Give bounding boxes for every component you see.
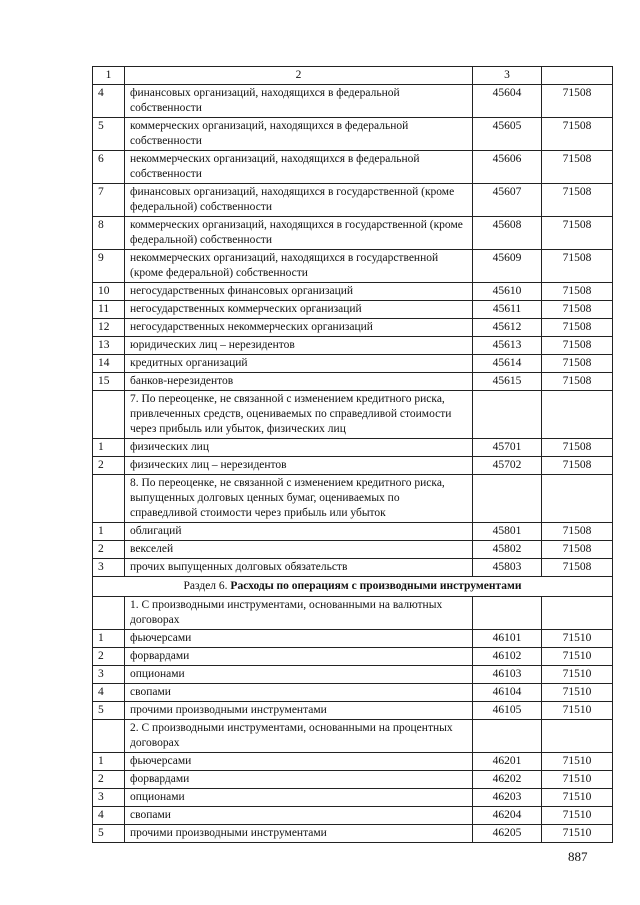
- row-name: свопами: [125, 807, 473, 825]
- section-heading: [93, 577, 613, 597]
- row-account: 71508: [542, 250, 613, 283]
- row-account: 71508: [542, 523, 613, 541]
- row-name: финансовых организаций, находящихся в федеральной собственности: [125, 85, 473, 118]
- row-account: 71508: [542, 301, 613, 319]
- row-number: 8: [93, 217, 125, 250]
- group-title-empty-cell: [542, 391, 613, 439]
- group-title-empty-cell: [93, 597, 125, 630]
- row-code: 46201: [473, 753, 542, 771]
- row-account: 71510: [542, 789, 613, 807]
- row-name: фьючерсами: [125, 630, 473, 648]
- group-title-row: [93, 720, 613, 753]
- group-title-row: [93, 391, 613, 439]
- section-title: Расходы по операциям с производными инструментами: [230, 580, 522, 592]
- table-row: [93, 771, 613, 789]
- header-col3: 3: [473, 67, 542, 85]
- row-account: 71508: [542, 184, 613, 217]
- row-number: 7: [93, 184, 125, 217]
- row-account: 71508: [542, 319, 613, 337]
- row-number: 2: [93, 457, 125, 475]
- row-account: 71508: [542, 283, 613, 301]
- row-code: 45604: [473, 85, 542, 118]
- table-row: [93, 250, 613, 283]
- section-prefix: Раздел 6.: [183, 580, 228, 592]
- section-heading-row: [93, 577, 613, 597]
- table-row: [93, 355, 613, 373]
- row-code: 45610: [473, 283, 542, 301]
- table-row: [93, 151, 613, 184]
- row-account: 71508: [542, 217, 613, 250]
- row-code: 45801: [473, 523, 542, 541]
- table-row: [93, 85, 613, 118]
- row-code: 45702: [473, 457, 542, 475]
- table-row: [93, 301, 613, 319]
- row-code: 45607: [473, 184, 542, 217]
- group-title: 8. По переоценке, не связанной с изменением кредитного риска, выпущенных долговых ценных бумаг, оцениваемых по справедливой стоимости через прибыль или убыток: [125, 475, 473, 523]
- group-title-empty-cell: [473, 720, 542, 753]
- table-row: [93, 457, 613, 475]
- row-account: 71508: [542, 541, 613, 559]
- row-account: 71510: [542, 630, 613, 648]
- group-title-empty-cell: [93, 475, 125, 523]
- row-account: 71508: [542, 373, 613, 391]
- row-number: 6: [93, 151, 125, 184]
- group-title-empty-cell: [473, 391, 542, 439]
- table-row: [93, 184, 613, 217]
- group-title: 2. С производными инструментами, основанными на процентных договорах: [125, 720, 473, 753]
- row-account: 71508: [542, 337, 613, 355]
- table-header-row: [93, 67, 613, 85]
- row-account: 71510: [542, 702, 613, 720]
- row-account: 71508: [542, 118, 613, 151]
- row-name: некоммерческих организаций, находящихся в государственной (кроме федеральной) собственности: [125, 250, 473, 283]
- row-number: 3: [93, 559, 125, 577]
- row-code: 45802: [473, 541, 542, 559]
- row-name: негосударственных коммерческих организаций: [125, 301, 473, 319]
- row-account: 71510: [542, 771, 613, 789]
- table-row: [93, 753, 613, 771]
- row-number: 2: [93, 541, 125, 559]
- row-name: коммерческих организаций, находящихся в государственной (кроме федеральной) собственности: [125, 217, 473, 250]
- table-row: [93, 648, 613, 666]
- row-code: 45611: [473, 301, 542, 319]
- row-code: 45803: [473, 559, 542, 577]
- row-number: 1: [93, 753, 125, 771]
- row-code: 46105: [473, 702, 542, 720]
- table-row: [93, 559, 613, 577]
- row-number: 2: [93, 771, 125, 789]
- row-name: некоммерческих организаций, находящихся в федеральной собственности: [125, 151, 473, 184]
- row-code: 46203: [473, 789, 542, 807]
- header-col2: 2: [125, 67, 473, 85]
- row-code: 46102: [473, 648, 542, 666]
- row-code: 45701: [473, 439, 542, 457]
- row-code: 45615: [473, 373, 542, 391]
- row-name: свопами: [125, 684, 473, 702]
- row-name: банков-нерезидентов: [125, 373, 473, 391]
- row-code: 45606: [473, 151, 542, 184]
- row-number: 2: [93, 648, 125, 666]
- group-title-empty-cell: [542, 475, 613, 523]
- table-row: [93, 666, 613, 684]
- row-name: негосударственных финансовых организаций: [125, 283, 473, 301]
- row-number: 9: [93, 250, 125, 283]
- row-number: 12: [93, 319, 125, 337]
- row-name: кредитных организаций: [125, 355, 473, 373]
- row-number: 13: [93, 337, 125, 355]
- row-account: 71510: [542, 807, 613, 825]
- row-name: фьючерсами: [125, 753, 473, 771]
- row-number: 14: [93, 355, 125, 373]
- table-row: [93, 118, 613, 151]
- row-name: юридических лиц – нерезидентов: [125, 337, 473, 355]
- header-col1: 1: [93, 67, 125, 85]
- table-row: [93, 523, 613, 541]
- row-number: 11: [93, 301, 125, 319]
- accounts-table-body: [93, 67, 613, 843]
- row-account: 71508: [542, 355, 613, 373]
- table-row: [93, 541, 613, 559]
- row-number: 15: [93, 373, 125, 391]
- row-name: физических лиц – нерезидентов: [125, 457, 473, 475]
- row-number: 1: [93, 523, 125, 541]
- table-row: [93, 630, 613, 648]
- row-name: коммерческих организаций, находящихся в федеральной собственности: [125, 118, 473, 151]
- row-account: 71510: [542, 825, 613, 843]
- table-row: [93, 807, 613, 825]
- table-row: [93, 789, 613, 807]
- accounts-table: [92, 66, 613, 843]
- row-code: 46104: [473, 684, 542, 702]
- table-row: [93, 337, 613, 355]
- row-name: прочими производными инструментами: [125, 702, 473, 720]
- row-number: 5: [93, 118, 125, 151]
- group-title-empty-cell: [542, 597, 613, 630]
- group-title-empty-cell: [542, 720, 613, 753]
- row-number: 4: [93, 85, 125, 118]
- row-name: прочими производными инструментами: [125, 825, 473, 843]
- row-account: 71508: [542, 457, 613, 475]
- row-code: 45613: [473, 337, 542, 355]
- table-row: [93, 825, 613, 843]
- row-name: негосударственных некоммерческих организаций: [125, 319, 473, 337]
- row-number: 4: [93, 807, 125, 825]
- row-account: 71510: [542, 753, 613, 771]
- row-account: 71508: [542, 85, 613, 118]
- row-code: 46204: [473, 807, 542, 825]
- table-row: [93, 702, 613, 720]
- row-code: 46205: [473, 825, 542, 843]
- row-number: 3: [93, 666, 125, 684]
- row-account: 71510: [542, 666, 613, 684]
- group-title: 1. С производными инструментами, основанными на валютных договорах: [125, 597, 473, 630]
- row-code: 46202: [473, 771, 542, 789]
- group-title-empty-cell: [473, 597, 542, 630]
- row-number: 1: [93, 630, 125, 648]
- row-account: 71508: [542, 439, 613, 457]
- row-number: 3: [93, 789, 125, 807]
- row-number: 10: [93, 283, 125, 301]
- row-name: форвардами: [125, 648, 473, 666]
- row-code: 45608: [473, 217, 542, 250]
- group-title-empty-cell: [93, 391, 125, 439]
- row-account: 71508: [542, 559, 613, 577]
- row-account: 71510: [542, 684, 613, 702]
- group-title-row: [93, 597, 613, 630]
- table-row: [93, 283, 613, 301]
- row-name: векселей: [125, 541, 473, 559]
- row-name: прочих выпущенных долговых обязательств: [125, 559, 473, 577]
- row-code: 46101: [473, 630, 542, 648]
- table-row: [93, 319, 613, 337]
- page-number: 887: [568, 849, 588, 864]
- header-col4: [542, 67, 613, 85]
- row-name: финансовых организаций, находящихся в государственной (кроме федеральной) собственности: [125, 184, 473, 217]
- row-number: 4: [93, 684, 125, 702]
- row-code: 45614: [473, 355, 542, 373]
- table-row: [93, 439, 613, 457]
- row-code: 46103: [473, 666, 542, 684]
- row-name: опционами: [125, 789, 473, 807]
- row-account: 71510: [542, 648, 613, 666]
- row-code: 45609: [473, 250, 542, 283]
- row-number: 5: [93, 825, 125, 843]
- row-account: 71508: [542, 151, 613, 184]
- table-row: [93, 373, 613, 391]
- table-row: [93, 217, 613, 250]
- table-row: [93, 684, 613, 702]
- group-title-empty-cell: [473, 475, 542, 523]
- row-number: 1: [93, 439, 125, 457]
- row-name: форвардами: [125, 771, 473, 789]
- group-title: 7. По переоценке, не связанной с изменением кредитного риска, привлеченных средств, оцениваемых по справедливой стоимости через прибыль или убыток, физических лиц: [125, 391, 473, 439]
- group-title-empty-cell: [93, 720, 125, 753]
- row-code: 45605: [473, 118, 542, 151]
- row-name: опционами: [125, 666, 473, 684]
- group-title-row: [93, 475, 613, 523]
- row-name: физических лиц: [125, 439, 473, 457]
- row-code: 45612: [473, 319, 542, 337]
- row-name: облигаций: [125, 523, 473, 541]
- row-number: 5: [93, 702, 125, 720]
